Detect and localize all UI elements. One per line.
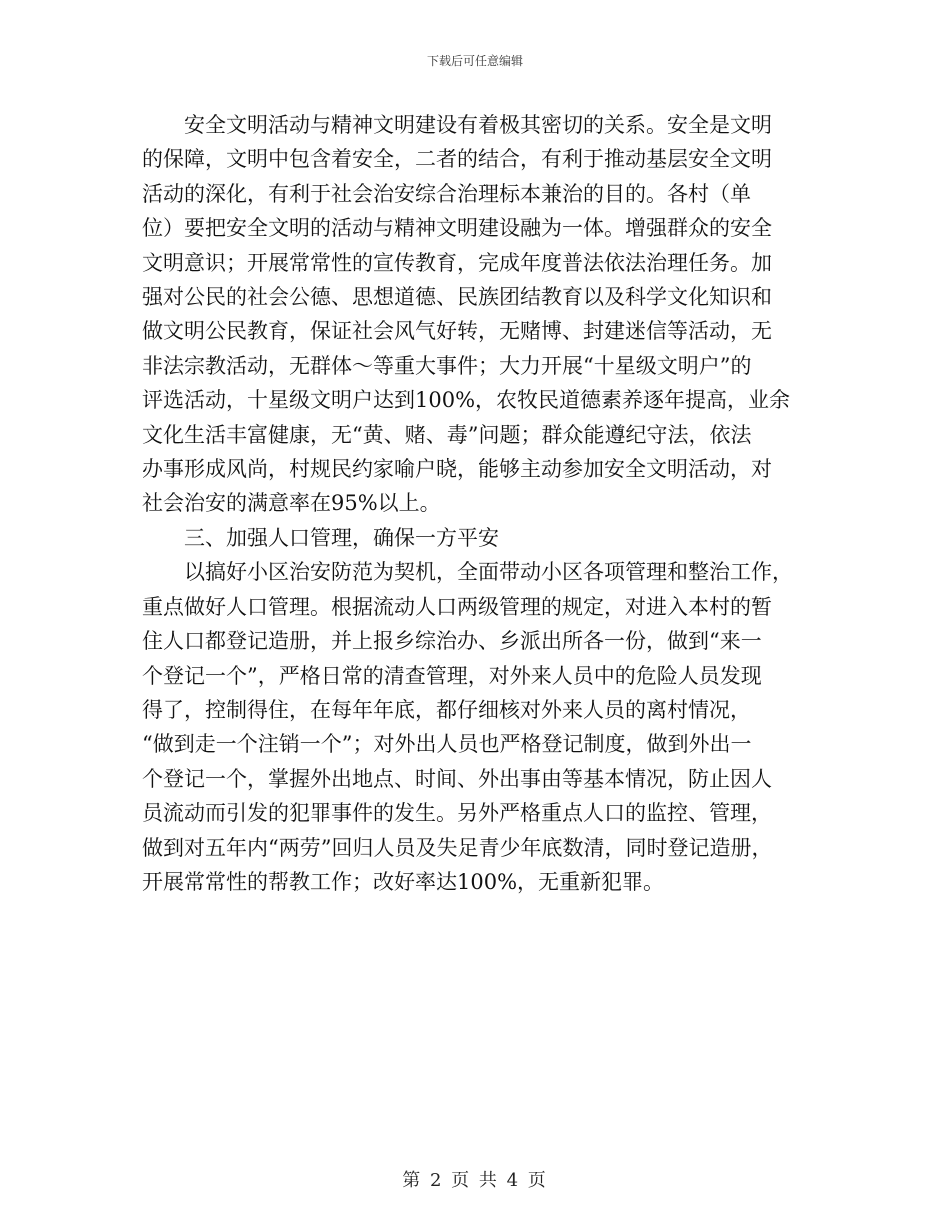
text-line: 社会治安的满意率在95%以上。 xyxy=(142,491,441,516)
document-body xyxy=(142,108,814,899)
text-line: 重点做好人口管理。根据流动人口两级管理的规定，对进入本村的暂 xyxy=(142,594,772,619)
text-line: 的保障，文明中包含着安全，二者的结合，有利于推动基层安全文明 xyxy=(142,147,772,172)
section-heading-population-management: 三、加强人口管理，确保一方平安 xyxy=(184,525,499,550)
text-line: 得了，控制得住，在每年年底，都仔细核对外来人员的离村情况， xyxy=(142,697,751,722)
text-line: 个登记一个，掌握外出地点、时间、外出事由等基本情况，防止因人 xyxy=(142,766,772,791)
text-line: 员流动而引发的犯罪事件的发生。另外严格重点人口的监控、管理， xyxy=(142,801,772,826)
text-line: 位）要把安全文明的活动与精神文明建设融为一体。增强群众的安全 xyxy=(142,216,772,241)
text-line: 住人口都登记造册，并上报乡综治办、乡派出所各一份，做到“来一 xyxy=(142,629,762,654)
text-line: 文明意识；开展常常性的宣传教育，完成年度普法依法治理任务。加 xyxy=(142,250,772,275)
text-line: 个登记一个”，严格日常的清查管理，对外来人员中的危险人员发现 xyxy=(142,663,762,688)
text-line: “做到走一个注销一个”；对外出人员也严格登记制度，做到外出一 xyxy=(142,732,752,757)
text-line: 做到对五年内“两劳”回归人员及失足青少年底数清，同时登记造册， xyxy=(142,835,773,860)
text-line: 做文明公民教育，保证社会风气好转，无赌博、封建迷信等活动，无 xyxy=(142,319,772,344)
text-line: 非法宗教活动，无群体～等重大事件；大力开展“十星级文明户”的 xyxy=(142,353,752,378)
text-line: 文化生活丰富健康，无“黄、赌、毒”问题；群众能遵纪守法，依法 xyxy=(142,422,752,447)
paragraph-population-management xyxy=(142,555,814,899)
text-line: 活动的深化，有利于社会治安综合治理标本兼治的目的。各村（单 xyxy=(142,181,751,206)
text-line: 评选活动，十星级文明户达到100%，农牧民道德素养逐年提高，业余 xyxy=(142,388,791,413)
text-line: 办事形成风尚，村规民约家喻户晓，能够主动参加安全文明活动，对 xyxy=(142,457,772,482)
text-line: 强对公民的社会公德、思想道德、民族团结教育以及科学文化知识和 xyxy=(142,285,772,310)
text-line: 开展常常性的帮教工作；改好率达100%，无重新犯罪。 xyxy=(142,869,665,894)
page-header-note: 下载后可任意编辑 xyxy=(426,54,523,68)
text-line: 安全文明活动与精神文明建设有着极其密切的关系。安全是文明 xyxy=(184,113,772,137)
text-line: 以搞好小区治安防范为契机，全面带动小区各项管理和整治工作， xyxy=(184,560,793,585)
paragraph-safety-civilization xyxy=(142,108,814,521)
page-number-footer: 第 2 页 共 4 页 xyxy=(402,1170,548,1191)
